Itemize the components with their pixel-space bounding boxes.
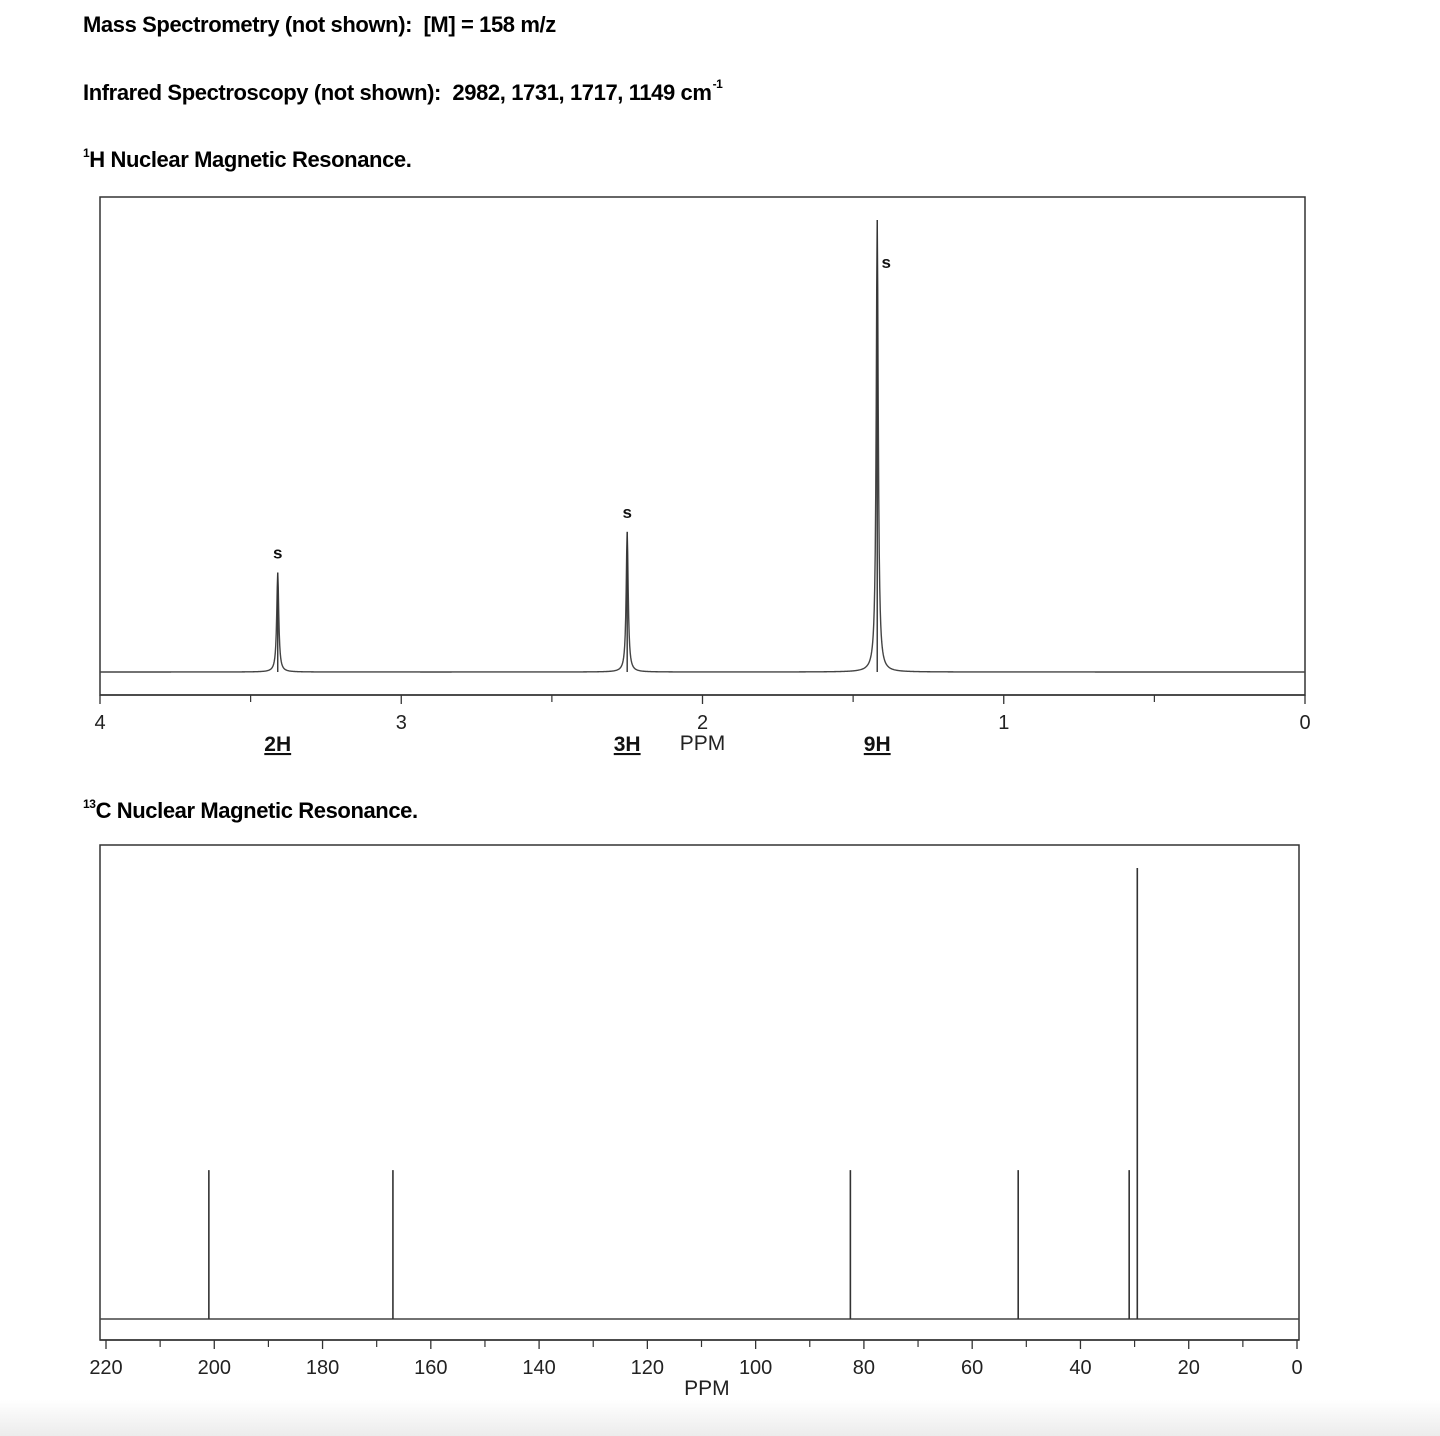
h-spectrum-trace — [100, 220, 1305, 672]
h-tick-label-0: 0 — [1299, 712, 1311, 734]
c-nmr-title-superscript: 13 — [83, 797, 96, 811]
h-peak-integration-3: 9H — [863, 733, 891, 756]
h-peak-multiplicity-1: s — [273, 543, 283, 563]
h-nmr-title — [83, 147, 411, 173]
mass-spectrometry-line — [83, 12, 556, 38]
h-tick-label-4: 4 — [94, 712, 106, 734]
c-tick-label-0: 0 — [1291, 1357, 1303, 1379]
c-tick-label-40: 40 — [1069, 1357, 1092, 1379]
c-tick-label-220: 220 — [89, 1357, 123, 1379]
c-tick-label-80: 80 — [852, 1357, 876, 1379]
c-nmr-title-text: C Nuclear Magnetic Resonance. — [95, 798, 418, 823]
ir-unit-superscript: -1 — [712, 77, 723, 91]
ir-label: Infrared Spectroscopy (not shown): — [83, 80, 441, 105]
c-nmr-chart — [0, 840, 1320, 1410]
c-tick-label-160: 160 — [414, 1357, 448, 1379]
c-tick-label-140: 140 — [522, 1357, 556, 1379]
h-peak-integration-1: 2H — [264, 733, 292, 756]
h-x-axis-label: PPM — [679, 732, 726, 755]
h-nmr-chart — [0, 190, 1320, 770]
h-peak-multiplicity-3: s — [881, 253, 891, 272]
bottom-shadow — [0, 1400, 1440, 1436]
ms-label: Mass Spectrometry (not shown): — [83, 12, 413, 37]
h-tick-label-2: 2 — [696, 712, 709, 734]
h-peak-integration-2: 3H — [613, 733, 641, 756]
c-tick-label-60: 60 — [961, 1357, 984, 1379]
h-tick-label-1: 1 — [998, 712, 1010, 734]
h-tick-label-3: 3 — [395, 712, 407, 734]
c-x-axis-label: PPM — [684, 1377, 730, 1400]
c-tick-label-100: 100 — [738, 1357, 773, 1379]
c-tick-label-120: 120 — [630, 1357, 665, 1379]
c-nmr-title — [83, 798, 418, 824]
infrared-spectroscopy-line — [83, 77, 723, 106]
h-peak-multiplicity-2: s — [622, 502, 632, 522]
ir-value: 2982, 1731, 1717, 1149 cm — [452, 80, 712, 105]
c-plot-frame — [100, 845, 1299, 1340]
c-tick-label-180: 180 — [305, 1357, 340, 1379]
h-nmr-title-text: H Nuclear Magnetic Resonance. — [89, 147, 412, 172]
h-nmr-title-superscript: 1 — [83, 146, 90, 160]
h-plot-frame — [100, 197, 1305, 695]
c-tick-label-200: 200 — [197, 1357, 231, 1379]
c-tick-label-20: 20 — [1177, 1357, 1200, 1379]
ms-value: [M] = 158 m/z — [423, 12, 556, 37]
